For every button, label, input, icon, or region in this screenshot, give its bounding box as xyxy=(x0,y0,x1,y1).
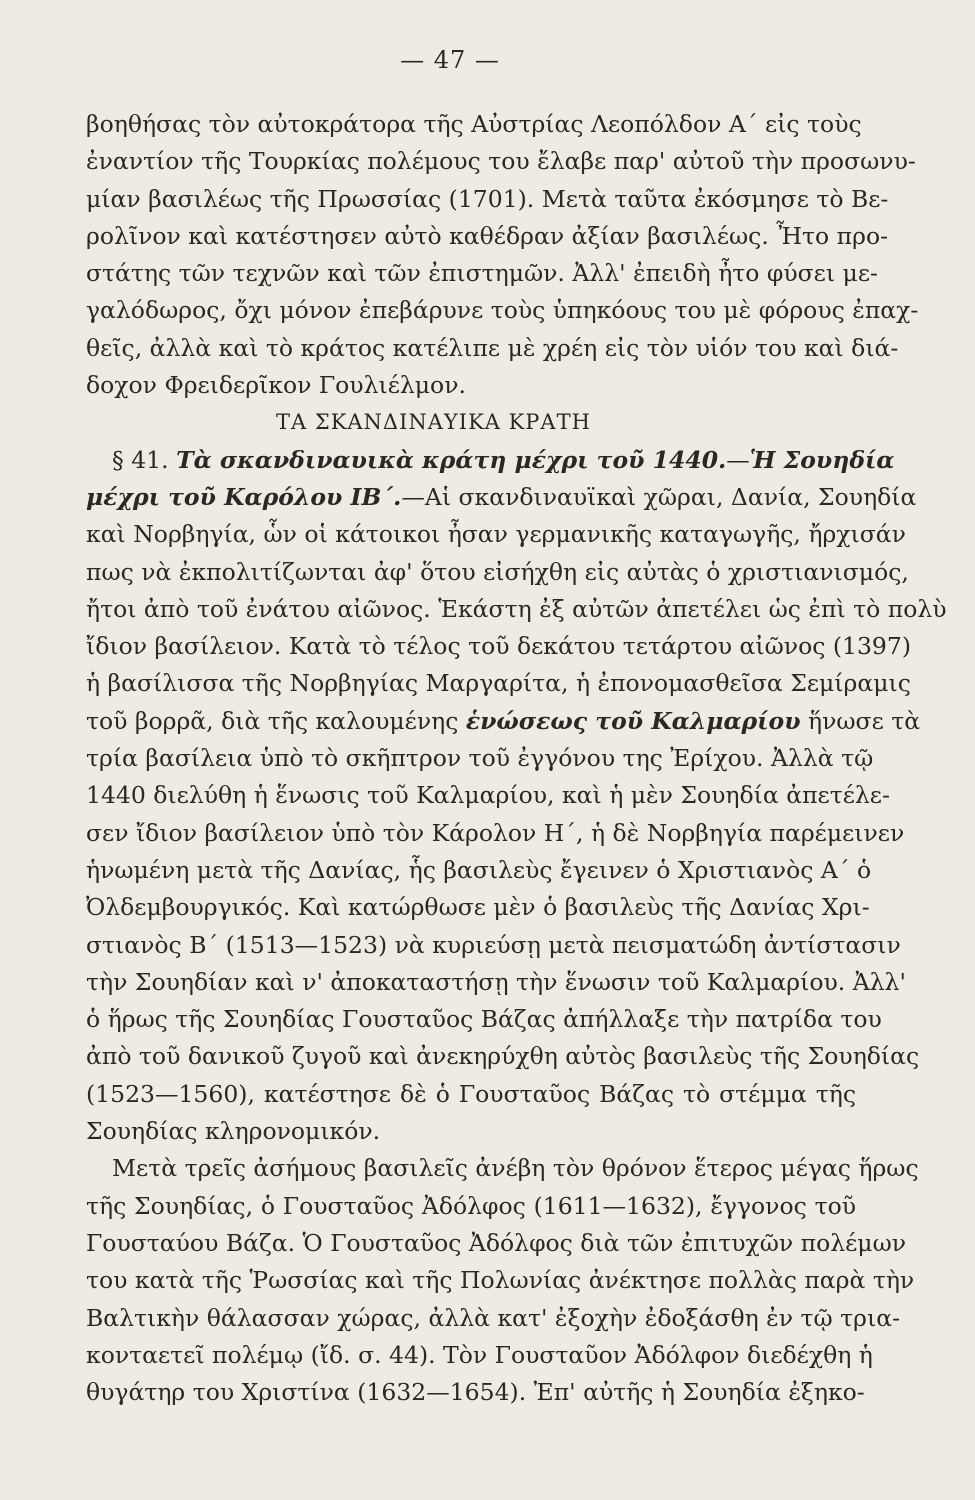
section-text-start: —Αἱ σκανδιναυϊκαὶ χῶραι, Δανία, Σουηδία xyxy=(401,482,917,511)
text-line: (1523—1560), κατέστησε δὲ ὁ Γουσταῦος Βάζας τὸ στέμμα τῆς xyxy=(86,1079,856,1108)
union-term: ἑνώσεως τοῦ Καλμαρίου xyxy=(465,706,801,735)
text-line: Γουσταύου Βάζα. Ὁ Γουσταῦος Ἀδόλφος διὰ τῶν ἐπιτυχῶν πολέμων xyxy=(86,1228,907,1257)
text-line: σεν ἴδιον βασίλειον ὑπὸ τὸν Κάρολον Η΄, ἡ δὲ Νορβηγία παρέμεινεν xyxy=(86,818,905,847)
text-line: μίαν βασιλέως τῆς Πρωσσίας (1701). Μετὰ ταῦτα ἐκόσμησε τὸ Βε- xyxy=(86,184,889,213)
page-text xyxy=(86,106,947,1411)
text-line: τρία βασίλεια ὑπὸ τὸ σκῆπτρον τοῦ ἐγγόνου της Ἐρίχου. Ἀλλὰ τῷ xyxy=(86,744,874,773)
section-dash: — xyxy=(726,445,750,474)
text-line: καὶ Νορβηγία, ὧν οἱ κάτοικοι ἦσαν γερμανικῆς καταγωγῆς, ἤρχισάν xyxy=(86,520,906,549)
union-line xyxy=(86,703,921,740)
text-line: Βαλτικὴν θάλασσαν χώρας, ἀλλὰ κατ' ἐξοχὴν ἐδοξάσθη ἐν τῷ τρια- xyxy=(86,1303,901,1332)
text-line: ρολῖνον καὶ κατέστησεν αὐτὸ καθέδραν ἀξίαν βασιλέως. Ἦτο προ- xyxy=(86,221,889,250)
text-line: πως νὰ ἐκπολιτίζωνται ἀφ' ὅτου εἰσήχθη εἰς αὐτὰς ὁ χριστιανισμός, xyxy=(86,557,909,586)
text-line: δοχον Φρειδερῖκον Γουλιέλμον. xyxy=(86,371,466,400)
text-line: Ὀλδεμβουργικός. Καὶ κατώρθωσε μὲν ὁ βασιλεὺς τῆς Δανίας Χρι- xyxy=(86,893,870,922)
union-before: τοῦ βορρᾶ, διὰ τῆς καλουμένης xyxy=(86,706,459,735)
text-line: του κατὰ τῆς Ῥωσσίας καὶ τῆς Πολωνίας ἀνέκτησε πολλὰς παρὰ τὴν xyxy=(86,1266,915,1295)
section-number: § 41. xyxy=(112,445,169,474)
page-number: — 47 — xyxy=(400,46,500,74)
text-line: στιανὸς Β΄ (1513—1523) νὰ κυριεύσῃ μετὰ πεισματώδη ἀντίστασιν xyxy=(86,930,901,959)
text-line: ἐναντίον τῆς Τουρκίας πολέμους του ἔλαβε παρ' αὐτοῦ τὴν προσωνυ- xyxy=(86,147,916,176)
section-heading: ΤΑ ΣΚΑΝΔΙΝΑΥΙΚΑ ΚΡΑΤΗ xyxy=(276,410,591,435)
text-line: ἡ βασίλισσα τῆς Νορβηγίας Μαργαρίτα, ἡ ἐπονομασθεῖσα Σεμίραμις xyxy=(86,669,911,698)
text-line: ἀπὸ τοῦ δανικοῦ ζυγοῦ καὶ ἀνεκηρύχθη αὐτὸς βασιλεὺς τῆς Σουηδίας xyxy=(86,1042,920,1071)
text-line: ἴδιον βασίλειον. Κατὰ τὸ τέλος τοῦ δεκάτου τετάρτου αἰῶνος (1397) xyxy=(86,632,911,661)
text-line: τὴν Σουηδίαν καὶ ν' ἀποκαταστήσῃ τὴν ἕνωσιν τοῦ Καλμαρίου. Ἀλλ' xyxy=(86,967,906,996)
text-line: κονταετεῖ πολέμῳ (ἴδ. σ. 44). Τὸν Γουσταῦον Ἀδόλφον διεδέχθη ἡ xyxy=(86,1340,873,1369)
section-title-line-2 xyxy=(86,479,917,516)
union-after: ἥνωσε τὰ xyxy=(808,706,921,735)
text-line: θεῖς, ἀλλὰ καὶ τὸ κράτος κατέλιπε μὲ χρέη εἰς τὸν υἱόν του καὶ διά- xyxy=(86,333,899,362)
section-subtitle-cont: μέχρι τοῦ Καρόλου ΙΒ΄. xyxy=(86,482,402,511)
text-line: βοηθήσας τὸν αὐτοκράτορα τῆς Αὐστρίας Λεοπόλδον Α΄ εἰς τοὺς xyxy=(86,110,862,138)
text-line: στάτης τῶν τεχνῶν καὶ τῶν ἐπιστημῶν. Ἀλλ' ἐπειδὴ ἦτο φύσει με- xyxy=(86,259,878,288)
section-subtitle: Ἡ Σουηδία xyxy=(749,445,895,474)
text-line: ἡνωμένη μετὰ τῆς Δανίας, ἧς βασιλεὺς ἔγεινεν ὁ Χριστιανὸς Α΄ ὁ xyxy=(86,855,872,884)
text-line: γαλόδωρος, ὄχι μόνον ἐπεβάρυνε τοὺς ὑπηκόους του μὲ φόρους ἐπαχ- xyxy=(86,296,919,325)
text-line: θυγάτηρ του Χριστίνα (1632—1654). Ἐπ' αὐτῆς ἡ Σουηδία ἐξηκο- xyxy=(86,1378,865,1407)
text-line: 1440 διελύθη ἡ ἕνωσις τοῦ Καλμαρίου, καὶ ἡ μὲν Σουηδία ἀπετέλε- xyxy=(86,781,890,810)
text-line: Μετὰ τρεῖς ἀσήμους βασιλεῖς ἀνέβη τὸν θρόνον ἕτερος μέγας ἥρως xyxy=(112,1154,919,1183)
text-line: τῆς Σουηδίας, ὁ Γουσταῦος Ἀδόλφος (1611—1632), ἔγγονος τοῦ xyxy=(86,1191,856,1220)
text-line: ὁ ἥρως τῆς Σουηδίας Γουσταῦος Βάζας ἀπήλλαξε τὴν πατρίδα του xyxy=(86,1005,882,1034)
section-title-line xyxy=(86,442,895,479)
text-line: Σουηδίας κληρονομικόν. xyxy=(86,1117,381,1146)
section-title: Τὰ σκανδιναυικὰ κράτη μέχρι τοῦ 1440. xyxy=(176,445,727,474)
text-line: ἤτοι ἀπὸ τοῦ ἐνάτου αἰῶνος. Ἑκάστη ἐξ αὐτῶν ἀπετέλει ὡς ἐπὶ τὸ πολὺ xyxy=(86,594,947,623)
